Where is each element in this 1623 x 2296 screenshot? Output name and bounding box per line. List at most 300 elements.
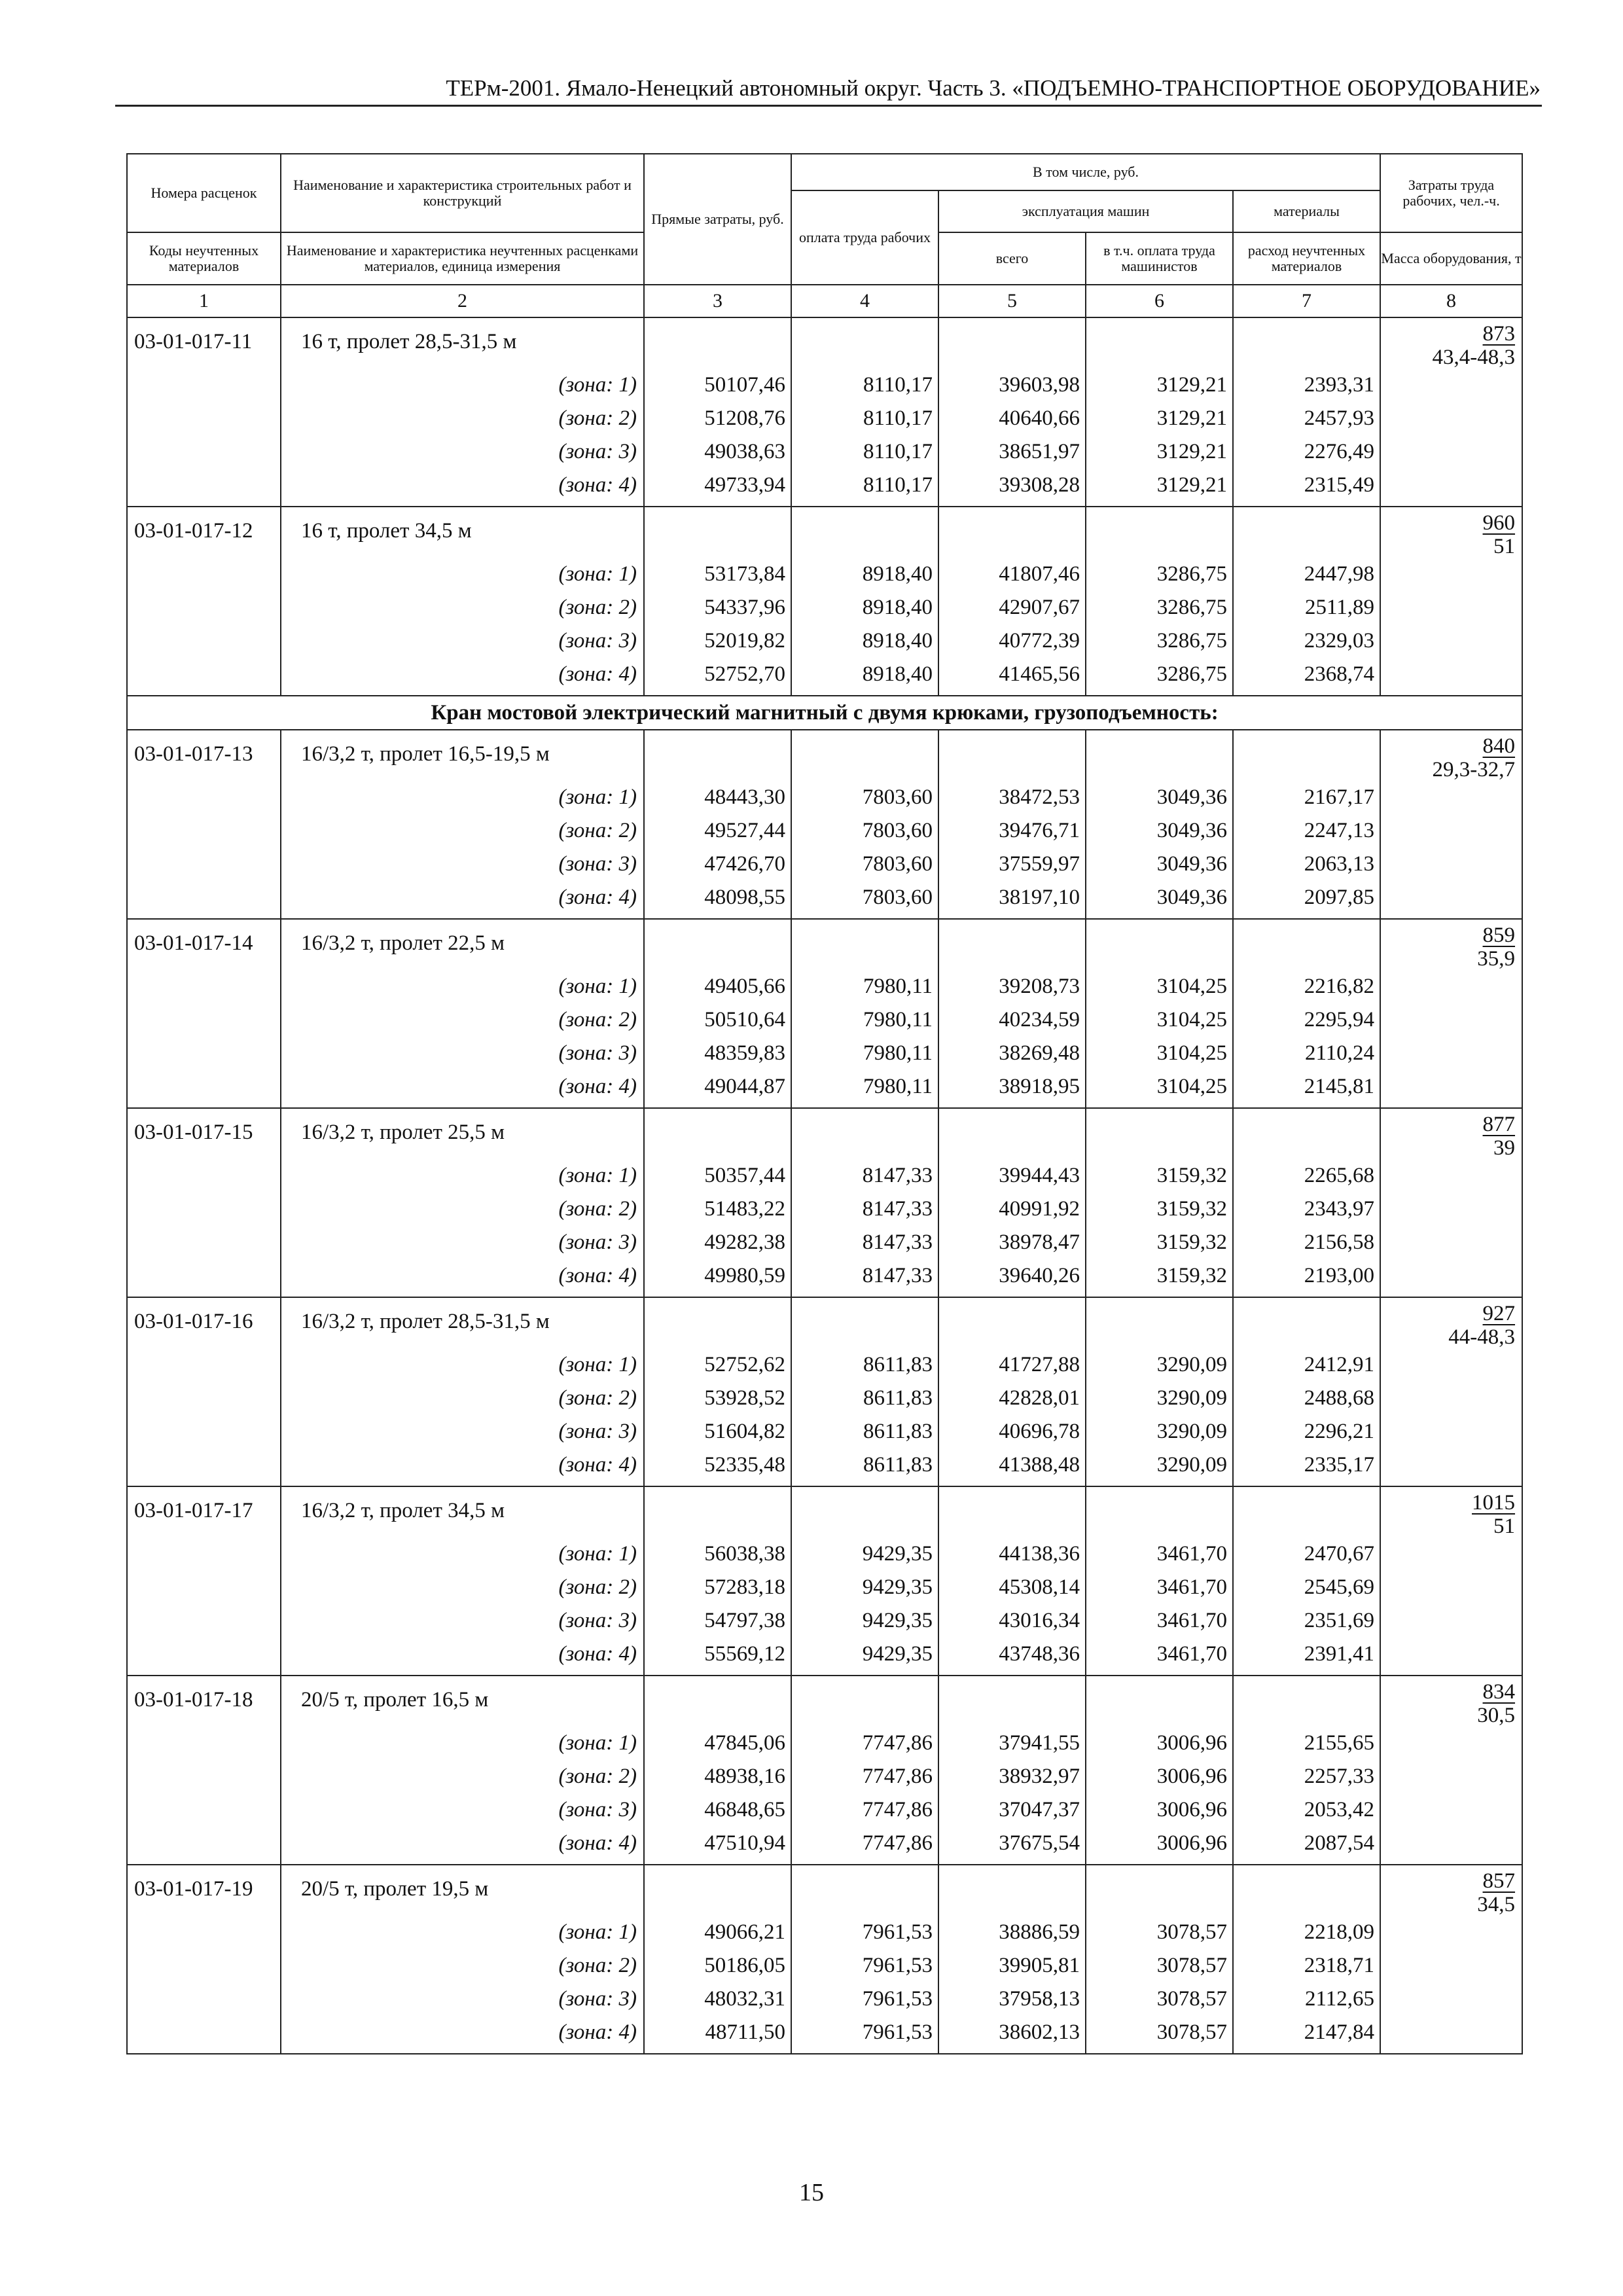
operators-value: 3078,57 (1156, 1920, 1227, 1944)
work-description (281, 1297, 644, 1486)
materials-value: 2335,17 (1304, 1453, 1375, 1477)
materials-cell (1233, 1486, 1380, 1676)
work-name: 16/3,2 т, пролет 22,5 м (301, 931, 505, 955)
zone-label: (зона: 4) (558, 2020, 637, 2044)
machines-value: 38197,10 (999, 886, 1080, 909)
materials-value: 2343,97 (1304, 1197, 1375, 1221)
operators-value: 3129,21 (1156, 406, 1227, 430)
rate-code: 03-01-017-18 (127, 1676, 281, 1865)
materials-value: 2276,49 (1304, 440, 1375, 463)
work-description (281, 317, 644, 507)
machines-header: эксплуатация машин (938, 190, 1233, 232)
labor-mass-cell (1380, 1108, 1522, 1297)
direct-value: 51208,76 (704, 406, 785, 430)
labor-value: 834 (1482, 1680, 1516, 1704)
wages-value: 8918,40 (862, 662, 933, 686)
col-number: 1 (127, 285, 281, 317)
operators-value: 3159,32 (1156, 1164, 1227, 1187)
operators-value: 3461,70 (1156, 1609, 1227, 1632)
machines-value: 38932,97 (999, 1765, 1080, 1788)
direct-value: 52019,82 (704, 629, 785, 653)
zone-label: (зона: 3) (558, 1420, 637, 1443)
zone-label: (зона: 4) (558, 1831, 637, 1855)
direct-value: 49527,44 (704, 819, 785, 842)
work-name: 16/3,2 т, пролет 25,5 м (301, 1121, 505, 1144)
operators-cell (1086, 1865, 1233, 2054)
machines-value: 38918,95 (999, 1075, 1080, 1098)
labor-cost (1381, 1680, 1515, 1704)
zone-list (281, 1145, 643, 1297)
table-row (127, 317, 1522, 507)
machines-value: 43748,36 (999, 1642, 1080, 1666)
table-row (127, 1865, 1522, 2054)
materials-value: 2087,54 (1304, 1831, 1375, 1855)
labor-mass-cell (1380, 317, 1522, 507)
col1-header-top: Номера расценок (127, 154, 281, 232)
work-description (281, 919, 644, 1108)
operators-value: 3286,75 (1156, 596, 1227, 619)
incl-header: В том числе, руб. (791, 154, 1380, 190)
zone-label: (зона: 3) (558, 1041, 637, 1065)
zone-label: (зона: 3) (558, 629, 637, 653)
operators-cell (1086, 1676, 1233, 1865)
materials-cell (1233, 507, 1380, 696)
wages-cell (791, 1865, 938, 2054)
materials-value: 2391,41 (1304, 1642, 1375, 1666)
col-number: 5 (938, 285, 1086, 317)
equipment-mass: 51 (1493, 1515, 1516, 1538)
wages-value: 7980,11 (863, 975, 933, 998)
machines-value: 40640,66 (999, 406, 1080, 430)
wages-value: 8611,83 (863, 1353, 933, 1376)
wages-value: 8147,33 (862, 1164, 933, 1187)
wages-value: 7803,60 (862, 852, 933, 876)
direct-value: 54337,96 (704, 596, 785, 619)
rate-code: 03-01-017-13 (127, 730, 281, 919)
zone-label: (зона: 1) (558, 562, 637, 586)
col1-header-bottom: Коды неучтенных материалов (127, 232, 281, 285)
col-number: 8 (1380, 285, 1522, 317)
materials-value: 2351,69 (1304, 1609, 1375, 1632)
direct-cell (644, 1676, 791, 1865)
operators-cell (1086, 317, 1233, 507)
machines-value: 40234,59 (999, 1008, 1080, 1031)
materials-value: 2155,65 (1304, 1731, 1375, 1755)
wages-value: 8110,17 (863, 440, 933, 463)
zone-label: (зона: 1) (558, 373, 637, 397)
zone-label: (зона: 2) (558, 1386, 637, 1410)
machines-value: 40772,39 (999, 629, 1080, 653)
zone-label: (зона: 1) (558, 1542, 637, 1566)
direct-value: 49044,87 (704, 1075, 785, 1098)
materials-value: 2218,09 (1304, 1920, 1375, 1944)
wages-cell (791, 1676, 938, 1865)
materials-value: 2193,00 (1304, 1264, 1375, 1287)
direct-value: 52335,48 (704, 1453, 785, 1477)
direct-value: 46848,65 (704, 1798, 785, 1821)
zone-list (281, 1901, 643, 2053)
direct-value: 50107,46 (704, 373, 785, 397)
wages-cell (791, 919, 938, 1108)
wages-value: 7961,53 (862, 1954, 933, 1977)
direct-value: 49066,21 (704, 1920, 785, 1944)
machines-value: 37047,37 (999, 1798, 1080, 1821)
direct-value: 50186,05 (704, 1954, 785, 1977)
materials-value: 2295,94 (1304, 1008, 1375, 1031)
direct-value: 47510,94 (704, 1831, 785, 1855)
zone-label: (зона: 4) (558, 1075, 637, 1098)
zone-label: (зона: 2) (558, 1197, 637, 1221)
section-title: Кран мостовой электрический магнитный с двумя крюками, грузоподъемность: (127, 696, 1522, 730)
labor-value: 927 (1482, 1302, 1516, 1325)
col8-header-bottom: Масса оборудования, т (1380, 232, 1522, 285)
labor-cost (1381, 511, 1515, 535)
labor-mass-cell (1380, 1865, 1522, 2054)
work-description (281, 507, 644, 696)
wages-value: 7980,11 (863, 1075, 933, 1098)
direct-value: 49282,38 (704, 1230, 785, 1254)
operators-cell (1086, 507, 1233, 696)
machines-value: 41807,46 (999, 562, 1080, 586)
rate-code: 03-01-017-12 (127, 507, 281, 696)
operators-value: 3290,09 (1156, 1420, 1227, 1443)
labor-value: 840 (1482, 734, 1516, 758)
work-description (281, 730, 644, 919)
materials-value: 2167,17 (1304, 785, 1375, 809)
operators-value: 3129,21 (1156, 440, 1227, 463)
table-row (127, 1297, 1522, 1486)
zone-label: (зона: 1) (558, 1731, 637, 1755)
operators-cell (1086, 730, 1233, 919)
machines-value: 38472,53 (999, 785, 1080, 809)
operators-value: 3290,09 (1156, 1353, 1227, 1376)
materials-cell (1233, 730, 1380, 919)
operators-cell (1086, 1297, 1233, 1486)
zone-label: (зона: 3) (558, 1230, 637, 1254)
materials-value: 2412,91 (1304, 1353, 1375, 1376)
direct-cell (644, 919, 791, 1108)
zone-list (281, 956, 643, 1107)
labor-cost (1381, 924, 1515, 947)
direct-value: 54797,38 (704, 1609, 785, 1632)
zone-label: (зона: 1) (558, 1164, 637, 1187)
machines-value: 38886,59 (999, 1920, 1080, 1944)
direct-value: 48359,83 (704, 1041, 785, 1065)
materials-cell (1233, 1108, 1380, 1297)
labor-mass-cell (1380, 730, 1522, 919)
zone-list (281, 354, 643, 506)
operators-value: 3104,25 (1156, 1075, 1227, 1098)
machines-cell (938, 1297, 1086, 1486)
work-description (281, 1486, 644, 1676)
direct-value: 48032,31 (704, 1987, 785, 2011)
wages-value: 8611,83 (863, 1420, 933, 1443)
machines-value: 37958,13 (999, 1987, 1080, 2011)
operators-value: 3104,25 (1156, 1041, 1227, 1065)
wages-value: 7803,60 (862, 819, 933, 842)
labor-mass-cell (1380, 1486, 1522, 1676)
materials-value: 2147,84 (1304, 2020, 1375, 2044)
col3-header: Прямые затраты, руб. (644, 154, 791, 285)
work-name: 16/3,2 т, пролет 34,5 м (301, 1499, 505, 1522)
wages-value: 7961,53 (862, 1920, 933, 1944)
machines-cell (938, 1486, 1086, 1676)
rate-code: 03-01-017-11 (127, 317, 281, 507)
col-number: 2 (281, 285, 644, 317)
machines-value: 41388,48 (999, 1453, 1080, 1477)
operators-value: 3286,75 (1156, 629, 1227, 653)
zone-label: (зона: 2) (558, 1765, 637, 1788)
wages-value: 8611,83 (863, 1453, 933, 1477)
materials-value: 2156,58 (1304, 1230, 1375, 1254)
wages-cell (791, 730, 938, 919)
direct-cell (644, 730, 791, 919)
zone-label: (зона: 3) (558, 1798, 637, 1821)
machines-value: 41465,56 (999, 662, 1080, 686)
work-description (281, 1865, 644, 2054)
materials-value: 2097,85 (1304, 886, 1375, 909)
machines-value: 39208,73 (999, 975, 1080, 998)
wages-value: 9429,35 (862, 1542, 933, 1566)
operators-value: 3104,25 (1156, 975, 1227, 998)
zone-label: (зона: 2) (558, 1954, 637, 1977)
operators-value: 3159,32 (1156, 1197, 1227, 1221)
zone-label: (зона: 1) (558, 785, 637, 809)
materials-value: 2247,13 (1304, 819, 1375, 842)
labor-mass-cell (1380, 1676, 1522, 1865)
table-header (127, 154, 1522, 317)
operators-value: 3286,75 (1156, 562, 1227, 586)
zone-label: (зона: 4) (558, 1642, 637, 1666)
direct-value: 51604,82 (704, 1420, 785, 1443)
zone-label: (зона: 2) (558, 406, 637, 430)
equipment-mass: 29,3-32,7 (1432, 758, 1516, 781)
materials-cell (1233, 1865, 1380, 2054)
direct-value: 56038,38 (704, 1542, 785, 1566)
direct-value: 48711,50 (705, 2020, 785, 2044)
operators-value: 3006,96 (1156, 1798, 1227, 1821)
zone-label: (зона: 4) (558, 662, 637, 686)
work-name: 16/3,2 т, пролет 16,5-19,5 м (301, 742, 550, 766)
table-row (127, 730, 1522, 919)
zone-label: (зона: 3) (558, 440, 637, 463)
wages-value: 8147,33 (862, 1197, 933, 1221)
labor-value: 1015 (1472, 1491, 1516, 1515)
machines-cell (938, 730, 1086, 919)
zone-label: (зона: 3) (558, 1609, 637, 1632)
wages-cell (791, 1297, 938, 1486)
materials-cell (1233, 1297, 1380, 1486)
operators-value: 3049,36 (1156, 852, 1227, 876)
machines-value: 39603,98 (999, 373, 1080, 397)
zone-label: (зона: 4) (558, 1264, 637, 1287)
labor-cost (1381, 1113, 1515, 1136)
direct-value: 50510,64 (704, 1008, 785, 1031)
operators-cell (1086, 919, 1233, 1108)
zone-label: (зона: 2) (558, 1575, 637, 1599)
operators-value: 3461,70 (1156, 1642, 1227, 1666)
wages-value: 8147,33 (862, 1264, 933, 1287)
wages-cell (791, 317, 938, 507)
rate-code: 03-01-017-17 (127, 1486, 281, 1676)
wages-value: 8110,17 (863, 373, 933, 397)
materials-value: 2110,24 (1305, 1041, 1375, 1065)
machines-value: 42828,01 (999, 1386, 1080, 1410)
machines-value: 41727,88 (999, 1353, 1080, 1376)
operators-value: 3078,57 (1156, 2020, 1227, 2044)
work-name: 16 т, пролет 28,5-31,5 м (301, 330, 517, 353)
machines-value: 44138,36 (999, 1542, 1080, 1566)
operators-value: 3129,21 (1156, 373, 1227, 397)
section-title-row (127, 696, 1522, 730)
col4-header: оплата труда рабочих (791, 190, 938, 285)
table-row (127, 1108, 1522, 1297)
materials-value: 2368,74 (1304, 662, 1375, 686)
labor-value: 859 (1482, 924, 1516, 947)
machines-cell (938, 317, 1086, 507)
materials-value: 2318,71 (1304, 1954, 1375, 1977)
equipment-mass: 51 (1493, 535, 1516, 558)
labor-value: 960 (1482, 511, 1516, 535)
operators-value: 3461,70 (1156, 1542, 1227, 1566)
wages-value: 7747,86 (862, 1765, 933, 1788)
materials-header: материалы (1233, 190, 1380, 232)
zone-label: (зона: 1) (558, 1353, 637, 1376)
zone-label: (зона: 3) (558, 852, 637, 876)
operators-value: 3078,57 (1156, 1954, 1227, 1977)
materials-value: 2216,82 (1304, 975, 1375, 998)
labor-value: 857 (1482, 1869, 1516, 1893)
labor-mass-cell (1380, 507, 1522, 696)
machines-value: 39308,28 (999, 473, 1080, 497)
materials-cell (1233, 919, 1380, 1108)
direct-value: 47845,06 (704, 1731, 785, 1755)
machines-value: 39944,43 (999, 1164, 1080, 1187)
zone-label: (зона: 1) (558, 1920, 637, 1944)
rate-code: 03-01-017-14 (127, 919, 281, 1108)
direct-cell (644, 1865, 791, 2054)
work-description (281, 1108, 644, 1297)
machines-value: 39905,81 (999, 1954, 1080, 1977)
machines-value: 38978,47 (999, 1230, 1080, 1254)
machines-value: 40696,78 (999, 1420, 1080, 1443)
machines-cell (938, 1676, 1086, 1865)
wages-value: 7980,11 (863, 1041, 933, 1065)
wages-value: 8611,83 (863, 1386, 933, 1410)
wages-value: 7747,86 (862, 1798, 933, 1821)
zone-label: (зона: 3) (558, 1987, 637, 2011)
direct-value: 57283,18 (704, 1575, 785, 1599)
wages-value: 7961,53 (862, 1987, 933, 2011)
materials-value: 2265,68 (1304, 1164, 1375, 1187)
direct-cell (644, 317, 791, 507)
direct-value: 52752,62 (704, 1353, 785, 1376)
operators-value: 3078,57 (1156, 1987, 1227, 2011)
wages-value: 9429,35 (862, 1575, 933, 1599)
machines-cell (938, 507, 1086, 696)
machines-value: 40991,92 (999, 1197, 1080, 1221)
direct-value: 48098,55 (704, 886, 785, 909)
machines-value: 38269,48 (999, 1041, 1080, 1065)
col6-header: в т.ч. оплата труда машинистов (1086, 232, 1233, 285)
col-number: 6 (1086, 285, 1233, 317)
materials-value: 2296,21 (1304, 1420, 1375, 1443)
wages-value: 7980,11 (863, 1008, 933, 1031)
direct-value: 49038,63 (704, 440, 785, 463)
zone-label: (зона: 2) (558, 1008, 637, 1031)
materials-value: 2145,81 (1304, 1075, 1375, 1098)
page-header: ТЕРм-2001. Ямало-Ненецкий автономный округ. Часть 3. «ПОДЪЕМНО-ТРАНСПОРТНОЕ ОБОРУДОВАНИЕ» (446, 75, 1541, 101)
equipment-mass: 35,9 (1477, 947, 1516, 971)
operators-value: 3129,21 (1156, 473, 1227, 497)
machines-cell (938, 1865, 1086, 2054)
wages-value: 9429,35 (862, 1609, 933, 1632)
equipment-mass: 44-48,3 (1448, 1325, 1516, 1349)
wages-value: 8918,40 (862, 596, 933, 619)
col2-header-bottom: Наименование и характеристика неучтенных расценками материалов, единица измерения (281, 232, 644, 285)
zone-label: (зона: 2) (558, 819, 637, 842)
rate-code: 03-01-017-19 (127, 1865, 281, 2054)
labor-cost (1381, 1491, 1515, 1515)
labor-cost (1381, 1302, 1515, 1325)
work-name: 16 т, пролет 34,5 м (301, 519, 472, 543)
materials-cell (1233, 1676, 1380, 1865)
operators-cell (1086, 1108, 1233, 1297)
wages-value: 7803,60 (862, 785, 933, 809)
zone-label: (зона: 4) (558, 473, 637, 497)
materials-value: 2329,03 (1304, 629, 1375, 653)
work-name: 20/5 т, пролет 19,5 м (301, 1877, 489, 1901)
wages-value: 8147,33 (862, 1230, 933, 1254)
table-row (127, 507, 1522, 696)
direct-value: 49405,66 (704, 975, 785, 998)
materials-value: 2315,49 (1304, 473, 1375, 497)
zone-list (281, 1334, 643, 1486)
operators-value: 3290,09 (1156, 1386, 1227, 1410)
rate-code: 03-01-017-16 (127, 1297, 281, 1486)
materials-value: 2470,67 (1304, 1542, 1375, 1566)
col5-header: всего (938, 232, 1086, 285)
wages-value: 7747,86 (862, 1731, 933, 1755)
machines-value: 39640,26 (999, 1264, 1080, 1287)
labor-cost (1381, 1869, 1515, 1893)
operators-value: 3049,36 (1156, 886, 1227, 909)
machines-value: 37941,55 (999, 1731, 1080, 1755)
direct-value: 53928,52 (704, 1386, 785, 1410)
machines-value: 38602,13 (999, 2020, 1080, 2044)
col-number: 3 (644, 285, 791, 317)
materials-value: 2457,93 (1304, 406, 1375, 430)
labor-cost (1381, 734, 1515, 758)
table-row (127, 1486, 1522, 1676)
direct-value: 47426,70 (704, 852, 785, 876)
zone-list (281, 766, 643, 918)
direct-value: 51483,22 (704, 1197, 785, 1221)
operators-value: 3006,96 (1156, 1831, 1227, 1855)
direct-value: 49980,59 (704, 1264, 785, 1287)
direct-value: 53173,84 (704, 562, 785, 586)
direct-cell (644, 1108, 791, 1297)
operators-value: 3290,09 (1156, 1453, 1227, 1477)
zone-label: (зона: 4) (558, 886, 637, 909)
direct-value: 48938,16 (704, 1765, 785, 1788)
zone-list (281, 1523, 643, 1675)
direct-value: 52752,70 (704, 662, 785, 686)
direct-cell (644, 1486, 791, 1676)
work-name: 20/5 т, пролет 16,5 м (301, 1688, 489, 1712)
machines-value: 38651,97 (999, 440, 1080, 463)
equipment-mass: 34,5 (1477, 1893, 1516, 1916)
